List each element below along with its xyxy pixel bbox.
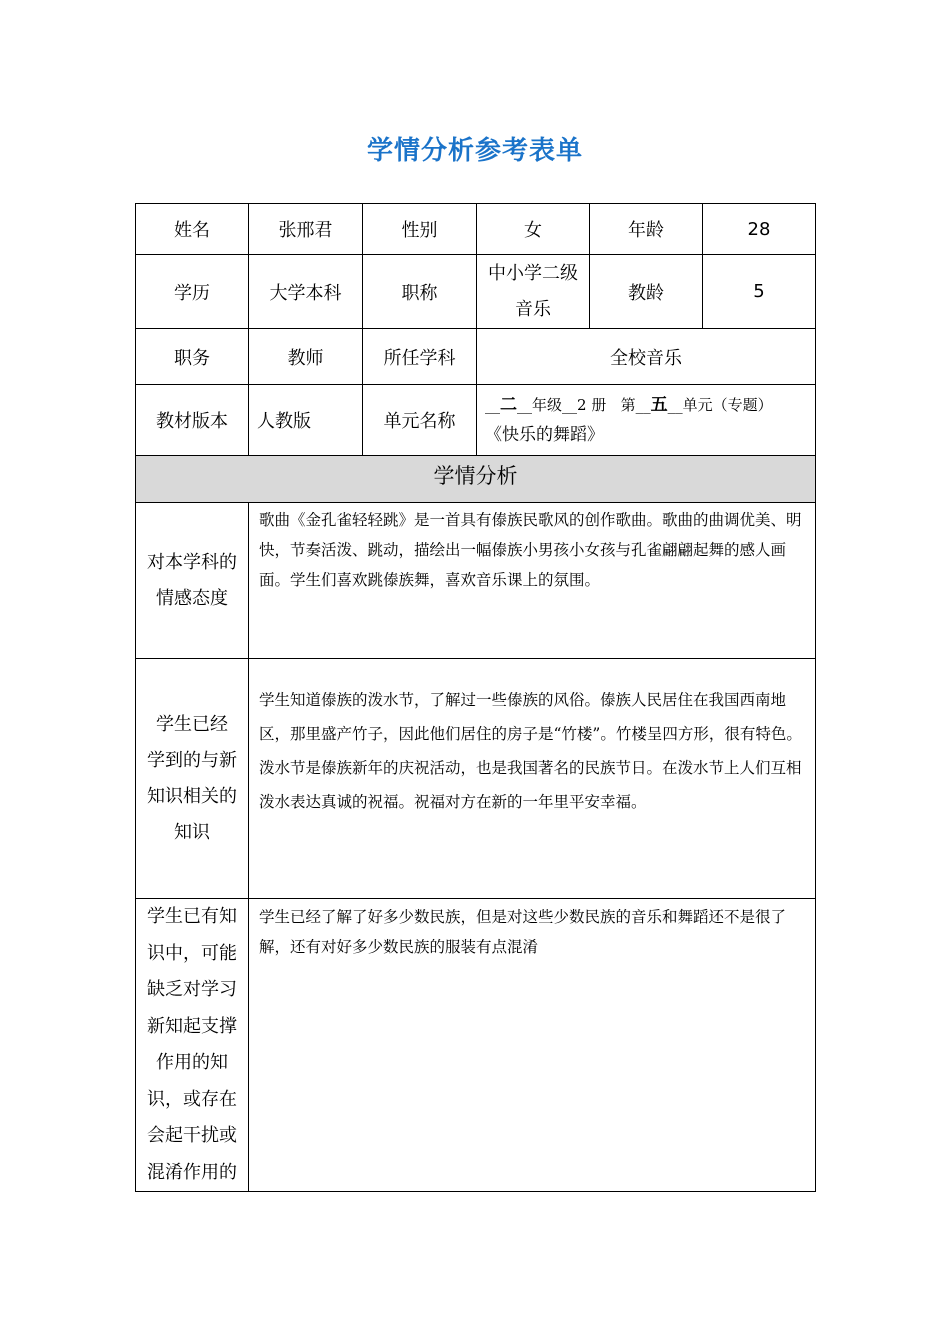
table-row-section-header xyxy=(136,456,816,503)
age-value: 28 xyxy=(703,204,816,255)
teaching-years-label: 教龄 xyxy=(590,255,703,329)
unit-name-value xyxy=(477,385,816,456)
unit-prefix: 第 xyxy=(620,396,636,414)
age-label: 年龄 xyxy=(590,204,703,255)
duty-value: 教师 xyxy=(249,329,363,385)
unit-number: 五 xyxy=(650,395,668,415)
table-row-textbook xyxy=(136,385,816,456)
name-label: 姓名 xyxy=(136,204,249,255)
unit-grade: 二 xyxy=(500,395,517,415)
education-value: 大学本科 xyxy=(249,255,363,329)
prior-knowledge-label: 学生已经 学到的与新 知识相关的 知识 xyxy=(136,659,249,899)
section-title: 学情分析 xyxy=(136,456,816,503)
unit-grade-line: __二__年级__2 册 第__五__单元（专题） xyxy=(485,395,773,415)
table-row-attitude xyxy=(136,503,816,659)
table-row-education xyxy=(136,255,816,329)
page-title: 学情分析参考表单 xyxy=(366,136,583,166)
textbook-edition-value: 人教版 xyxy=(249,385,363,456)
duty-label: 职务 xyxy=(136,329,249,385)
unit-grade-suffix: 年级 xyxy=(532,396,563,414)
table-row-prior-knowledge xyxy=(136,659,816,899)
name-value: 张邢君 xyxy=(249,204,363,255)
unit-suffix: 单元（专题） xyxy=(682,396,773,414)
job-title-value xyxy=(477,255,590,329)
table-row-basic-info xyxy=(136,204,816,255)
textbook-edition-label: 教材版本 xyxy=(136,385,249,456)
analysis-form-table xyxy=(135,203,816,1192)
job-title-line-1: 中小学二级 xyxy=(488,262,578,284)
table-row-knowledge-gaps xyxy=(136,899,816,1192)
unit-volume: 2 册 xyxy=(577,396,607,414)
job-title-line-2: 音乐 xyxy=(515,298,551,320)
subject-value: 全校音乐 xyxy=(477,329,816,385)
table-row-duty xyxy=(136,329,816,385)
education-label: 学历 xyxy=(136,255,249,329)
attitude-label: 对本学科的 情感态度 xyxy=(136,503,249,659)
unit-title: 《快乐的舞蹈》 xyxy=(485,425,604,445)
prior-knowledge-text: 学生知道傣族的泼水节，了解过一些傣族的风俗。傣族人民居住在我国西南地区，那里盛产竹子，因此他们居住的房子是“竹楼”。竹楼呈四方形，很有特色。泼水节是傣族新年的庆祝活动，也是我国著名的民族节日。在泼水节上人们互相泼水表达真诚的祝福。祝福对方在新的一年里平安幸福。 xyxy=(249,659,816,899)
unit-name-label: 单元名称 xyxy=(363,385,477,456)
job-title-label: 职称 xyxy=(363,255,477,329)
knowledge-gaps-text: 学生已经了解了好多少数民族，但是对这些少数民族的音乐和舞蹈还不是很了解，还有对好多少数民族的服装有点混淆 xyxy=(249,899,816,1192)
knowledge-gaps-label: 学生已有知 识中，可能 缺乏对学习 新知起支撑 作用的知 识，或存在 会起干扰或 混淆作用的 xyxy=(136,899,249,1192)
subject-label: 所任学科 xyxy=(363,329,477,385)
teaching-years-value: 5 xyxy=(703,255,816,329)
attitude-text: 歌曲《金孔雀轻轻跳》是一首具有傣族民歌风的创作歌曲。歌曲的曲调优美、明快，节奏活泼、跳动，描绘出一幅傣族小男孩小女孩与孔雀翩翩起舞的感人画面。学生们喜欢跳傣族舞，喜欢音乐课上的氛围。 xyxy=(249,503,816,659)
gender-label: 性别 xyxy=(363,204,477,255)
gender-value: 女 xyxy=(477,204,590,255)
